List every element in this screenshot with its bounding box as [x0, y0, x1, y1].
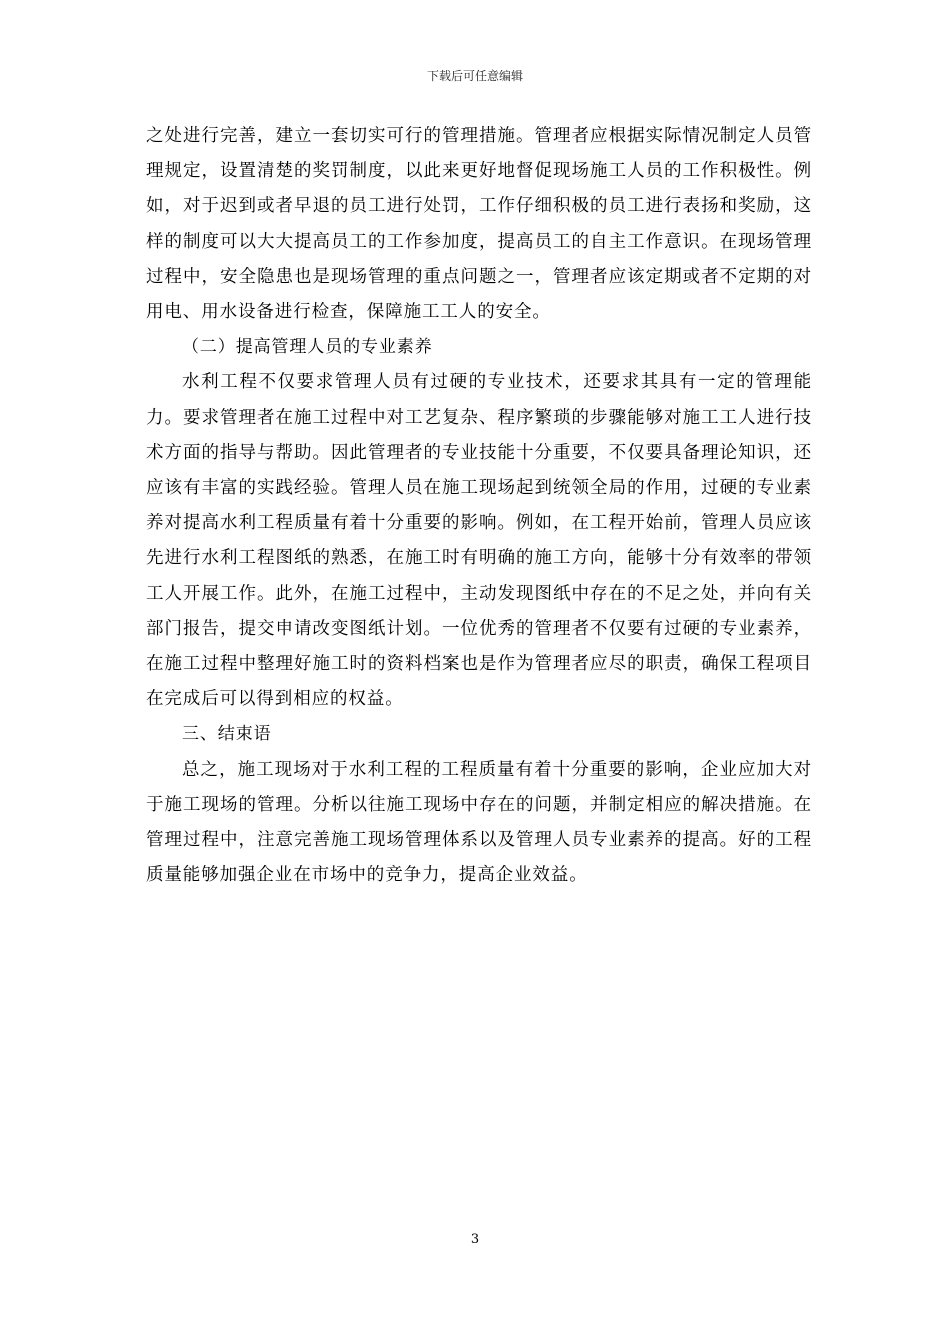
body-paragraph: 之处进行完善，建立一套切实可行的管理措施。管理者应根据实际情况制定人员管理规定，设置清楚的奖罚制度，以此来更好地督促现场施工人员的工作积极性。例如，对于迟到或者早退的员工进行处罚，工作仔细积极的员工进行表扬和奖励，这样的制度可以大大提高员工的工作参加度，提高员工的自主工作意识。在现场管理过程中，安全隐患也是现场管理的重点问题之一，管理者应该定期或者不定期的对用电、用水设备进行检查，保障施工工人的安全。 [146, 126, 812, 323]
section-heading: （二）提高管理人员的专业素养 [182, 337, 433, 358]
page-number: 3 [470, 1232, 480, 1247]
body-paragraph: 水利工程不仅要求管理人员有过硬的专业技术，还要求其具有一定的管理能力。要求管理者在施工过程中对工艺复杂、程序繁琐的步骤能够对施工工人进行技术方面的指导与帮助。因此管理者的专业技能十分重要，不仅要具备理论知识，还应该有丰富的实践经验。管理人员在施工现场起到统领全局的作用，过硬的专业素养对提高水利工程质量有着十分重要的影响。例如，在工程开始前，管理人员应该先进行水利工程图纸的熟悉，在施工时有明确的施工方向，能够十分有效率的带领工人开展工作。此外，在施工过程中，主动发现图纸中存在的不足之处，并向有关部门报告，提交申请改变图纸计划。一位优秀的管理者不仅要有过硬的专业素养，在施工过程中整理好施工时的资料档案也是作为管理者应尽的职责，确保工程项目在完成后可以得到相应的权益。 [146, 372, 812, 710]
body-paragraph: 总之，施工现场对于水利工程的工程质量有着十分重要的影响，企业应加大对于施工现场的管理。分析以往施工现场中存在的问题，并制定相应的解决措施。在管理过程中，注意完善施工现场管理体系以及管理人员专业素养的提高。好的工程质量能够加强企业在市场中的竞争力，提高企业效益。 [146, 759, 812, 886]
document-body [146, 119, 812, 893]
section-heading: 三、结束语 [182, 724, 272, 745]
page-header: 下载后可任意编辑 [426, 69, 523, 83]
